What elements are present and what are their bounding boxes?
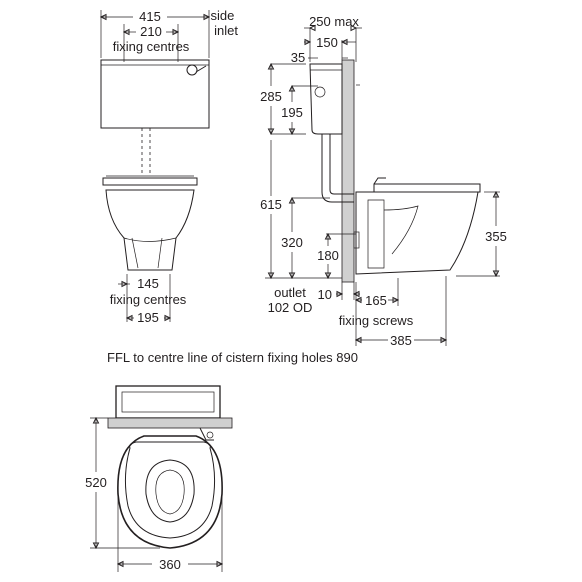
dim-615: 615	[260, 197, 282, 212]
side-seat	[374, 178, 480, 192]
dim-250-max: 250 max	[309, 14, 359, 29]
dim-360: 360	[159, 557, 181, 572]
dim-520: 520	[85, 475, 107, 490]
dim-165: 165	[365, 293, 387, 308]
side-inlet-fitting	[187, 65, 206, 75]
front-seat	[103, 178, 197, 185]
plan-pan	[118, 436, 222, 548]
dim-320: 320	[281, 235, 303, 250]
front-cistern	[101, 60, 209, 128]
pan-fixing-label: 145	[137, 276, 159, 291]
side-pan	[356, 192, 478, 274]
dim-180: 180	[317, 248, 339, 263]
plan-view	[90, 386, 232, 572]
dim-10: 10	[317, 287, 332, 302]
dim-355: 355	[485, 229, 507, 244]
side-inlet-label: side inlet	[210, 8, 238, 38]
ffl-note: FFL to centre line of cistern fixing holes 890	[107, 350, 358, 365]
dim-385: 385	[390, 333, 412, 348]
plan-seat	[125, 442, 214, 538]
outlet-size-label: 102 OD	[267, 300, 313, 315]
dim-195: 195	[281, 105, 303, 120]
plan-wall	[108, 418, 232, 428]
plan-cistern	[116, 386, 220, 418]
dim-285: 285	[260, 89, 282, 104]
outlet-label: outlet	[274, 285, 306, 300]
side-cistern	[310, 64, 342, 134]
front-overall-width-label: 415	[139, 9, 161, 24]
dim-150: 150	[316, 35, 338, 50]
front-pan	[106, 190, 194, 270]
plan-bowl-opening	[146, 460, 194, 522]
front-fixing-width-label: 210	[140, 24, 162, 39]
wall	[342, 60, 354, 282]
fixing-screws-label: fixing screws	[338, 313, 414, 328]
dim-35: 35	[290, 50, 306, 65]
front-flush-pipe	[142, 128, 150, 176]
front-fixing-centres-label-top: fixing centres	[112, 39, 190, 54]
front-fixing-centres-label-bottom: fixing centres	[109, 292, 187, 307]
pan-base-label: 195	[137, 310, 159, 325]
